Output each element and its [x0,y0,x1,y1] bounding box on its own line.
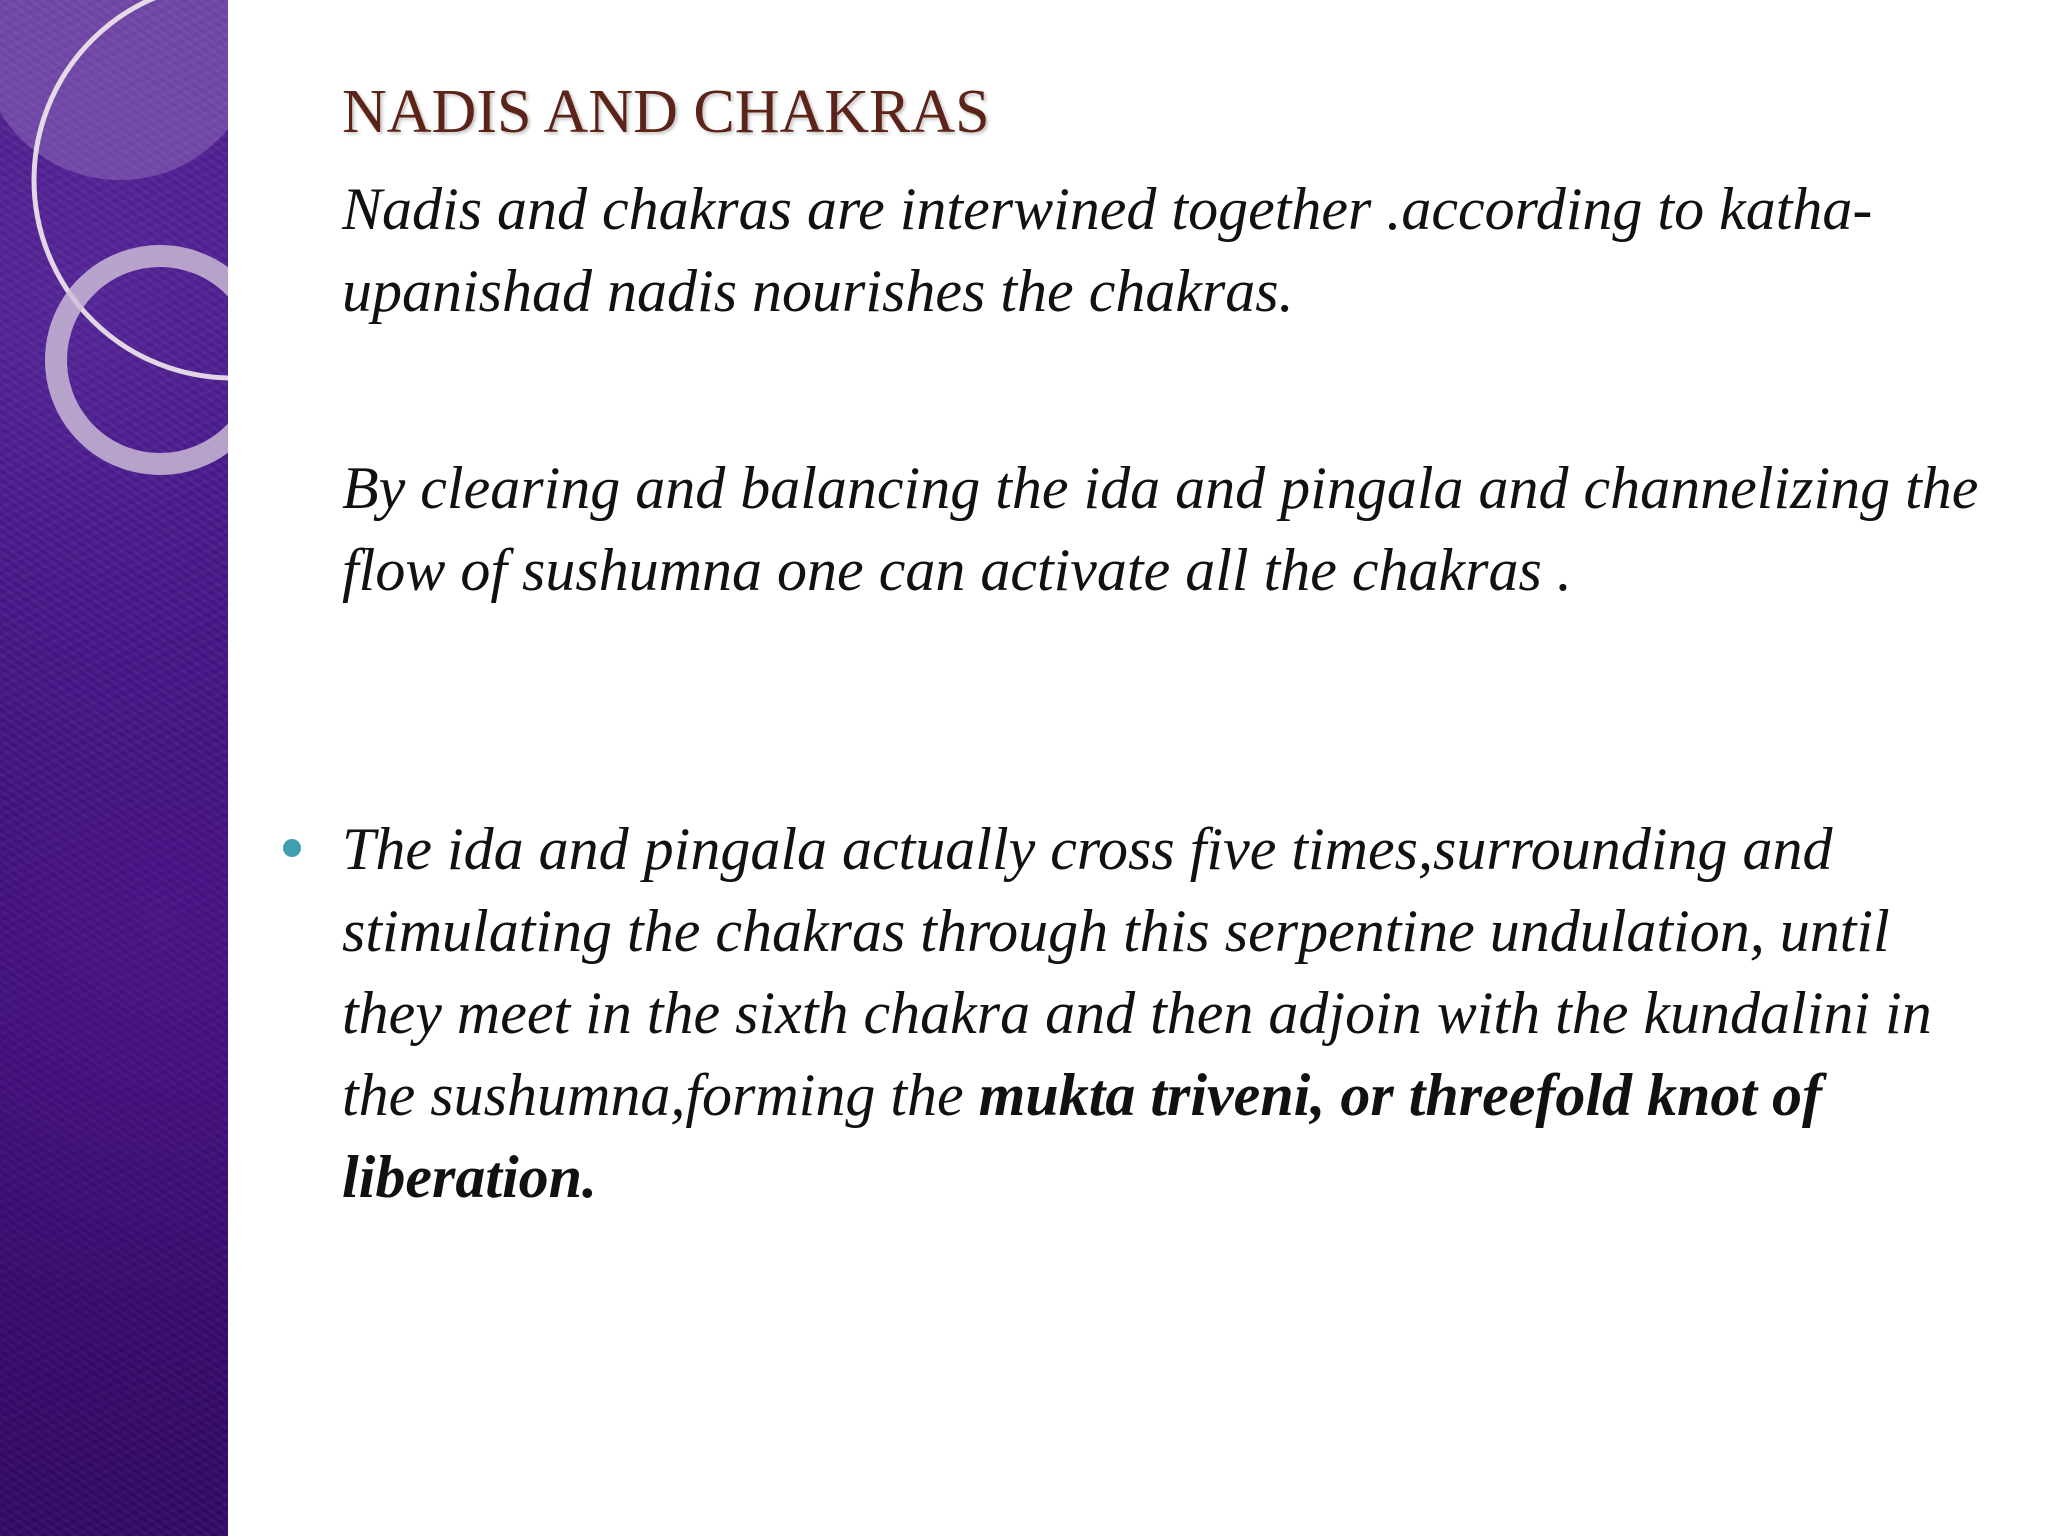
paragraph-nadis-chakras: Nadis and chakras are interwined together .according to katha-upanishad nadis nourishes the chakras. [342,176,1873,324]
decorative-circles [0,0,228,1536]
thick-ring [56,256,228,464]
slide-title: NADIS AND CHAKRAS [342,78,990,146]
decorative-side-band [0,0,228,1536]
bullet-item-text: The ida and pingala actually cross five times,surrounding and stimulating the chakras through this serpentine undulation, until they meet in the sixth chakra and then adjoin with the kundalini in the sushumna,forming the [342,816,1932,1128]
bullet-dot-icon [283,839,301,857]
bullet-item-mukta-triveni [342,808,2002,1218]
paragraph-ida-pingala: By clearing and balancing the ida and pingala and channelizing the flow of sushumna one can activate all the chakras . [342,455,1979,603]
bullet-item-bold-text: mukta triveni, or threefold knot of liberation. [342,1062,1823,1210]
